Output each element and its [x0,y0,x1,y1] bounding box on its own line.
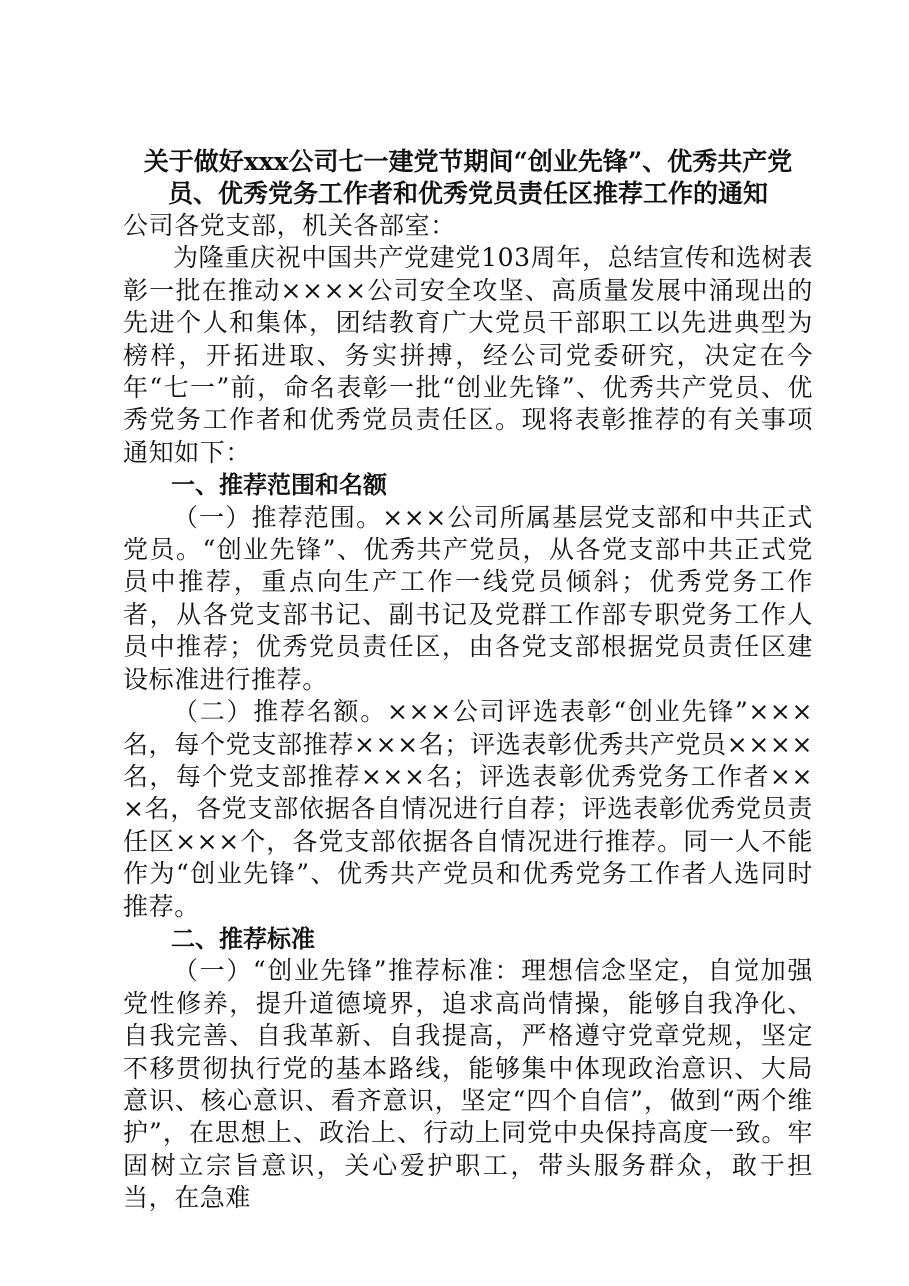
section-heading-scope: 一、推荐范围和名额 [171,470,387,500]
paragraph-quota: （二）推荐名额。×××公司评选表彰“创业先锋”×××名，每个党支部推荐×××名；评选表彰优秀共产党员××××名，每个党支部推荐×××名；评选表彰优秀党务工作者×××名，各党支部依据各自情况进行自荐；评选表彰优秀党员责任区×××个，各党支部依据各自情况进行推荐。同一人不能作为“创业先锋”、优秀共产党员和优秀党务工作者人选同时推荐。 [123,697,813,921]
intro-paragraph: 为隆重庆祝中国共产党建党103周年，总结宣传和选树表彰一批在推动××××公司安全攻坚、高质量发展中涌现出的先进个人和集体，团结教育广大党员干部职工以先进典型为榜样，开拓进取、务实拼搏，经公司党委研究，决定在今年“七一”前，命名表彰一批“创业先锋”、优秀共产党员、优秀党务工作者和优秀党员责任区。现将表彰推荐的有关事项通知如下： [123,243,813,467]
section-heading-standards: 二、推荐标准 [171,923,315,953]
document-body [123,146,813,1215]
salutation: 公司各党支部，机关各部室： [123,211,456,240]
paragraph-pioneer-standard: （一）“创业先锋”推荐标准：理想信念坚定，自觉加强党性修养，提升道德境界，追求高尚情操，能够自我净化、自我完善、自我革新、自我提高，严格遵守党章党规，坚定不移贯彻执行党的基本路线，能够集中体现政治意识、大局意识、核心意识、看齐意识，坚定“四个自信”，做到“两个维护”，在思想上、政治上、行动上同党中央保持高度一致。牢固树立宗旨意识，关心爱护职工，带头服务群众，敢于担当，在急难 [123,956,813,1213]
paragraph-scope: （一）推荐范围。×××公司所属基层党支部和中共正式党员。“创业先锋”、优秀共产党员，从各党支部中共正式党员中推荐，重点向生产工作一线党员倾斜；优秀党务工作者，从各党支部书记、副书记及党群工作部专职党务工作人员中推荐；优秀党员责任区，由各党支部根据党员责任区建设标准进行推荐。 [123,502,813,694]
title-line-1: 关于做好xxx公司七一建党节期间“创业先锋”、优秀共产党 [143,147,793,176]
title-line-2: 员、优秀党务工作者和优秀党员责任区推荐工作的通知 [167,179,768,208]
document-title [123,146,813,210]
